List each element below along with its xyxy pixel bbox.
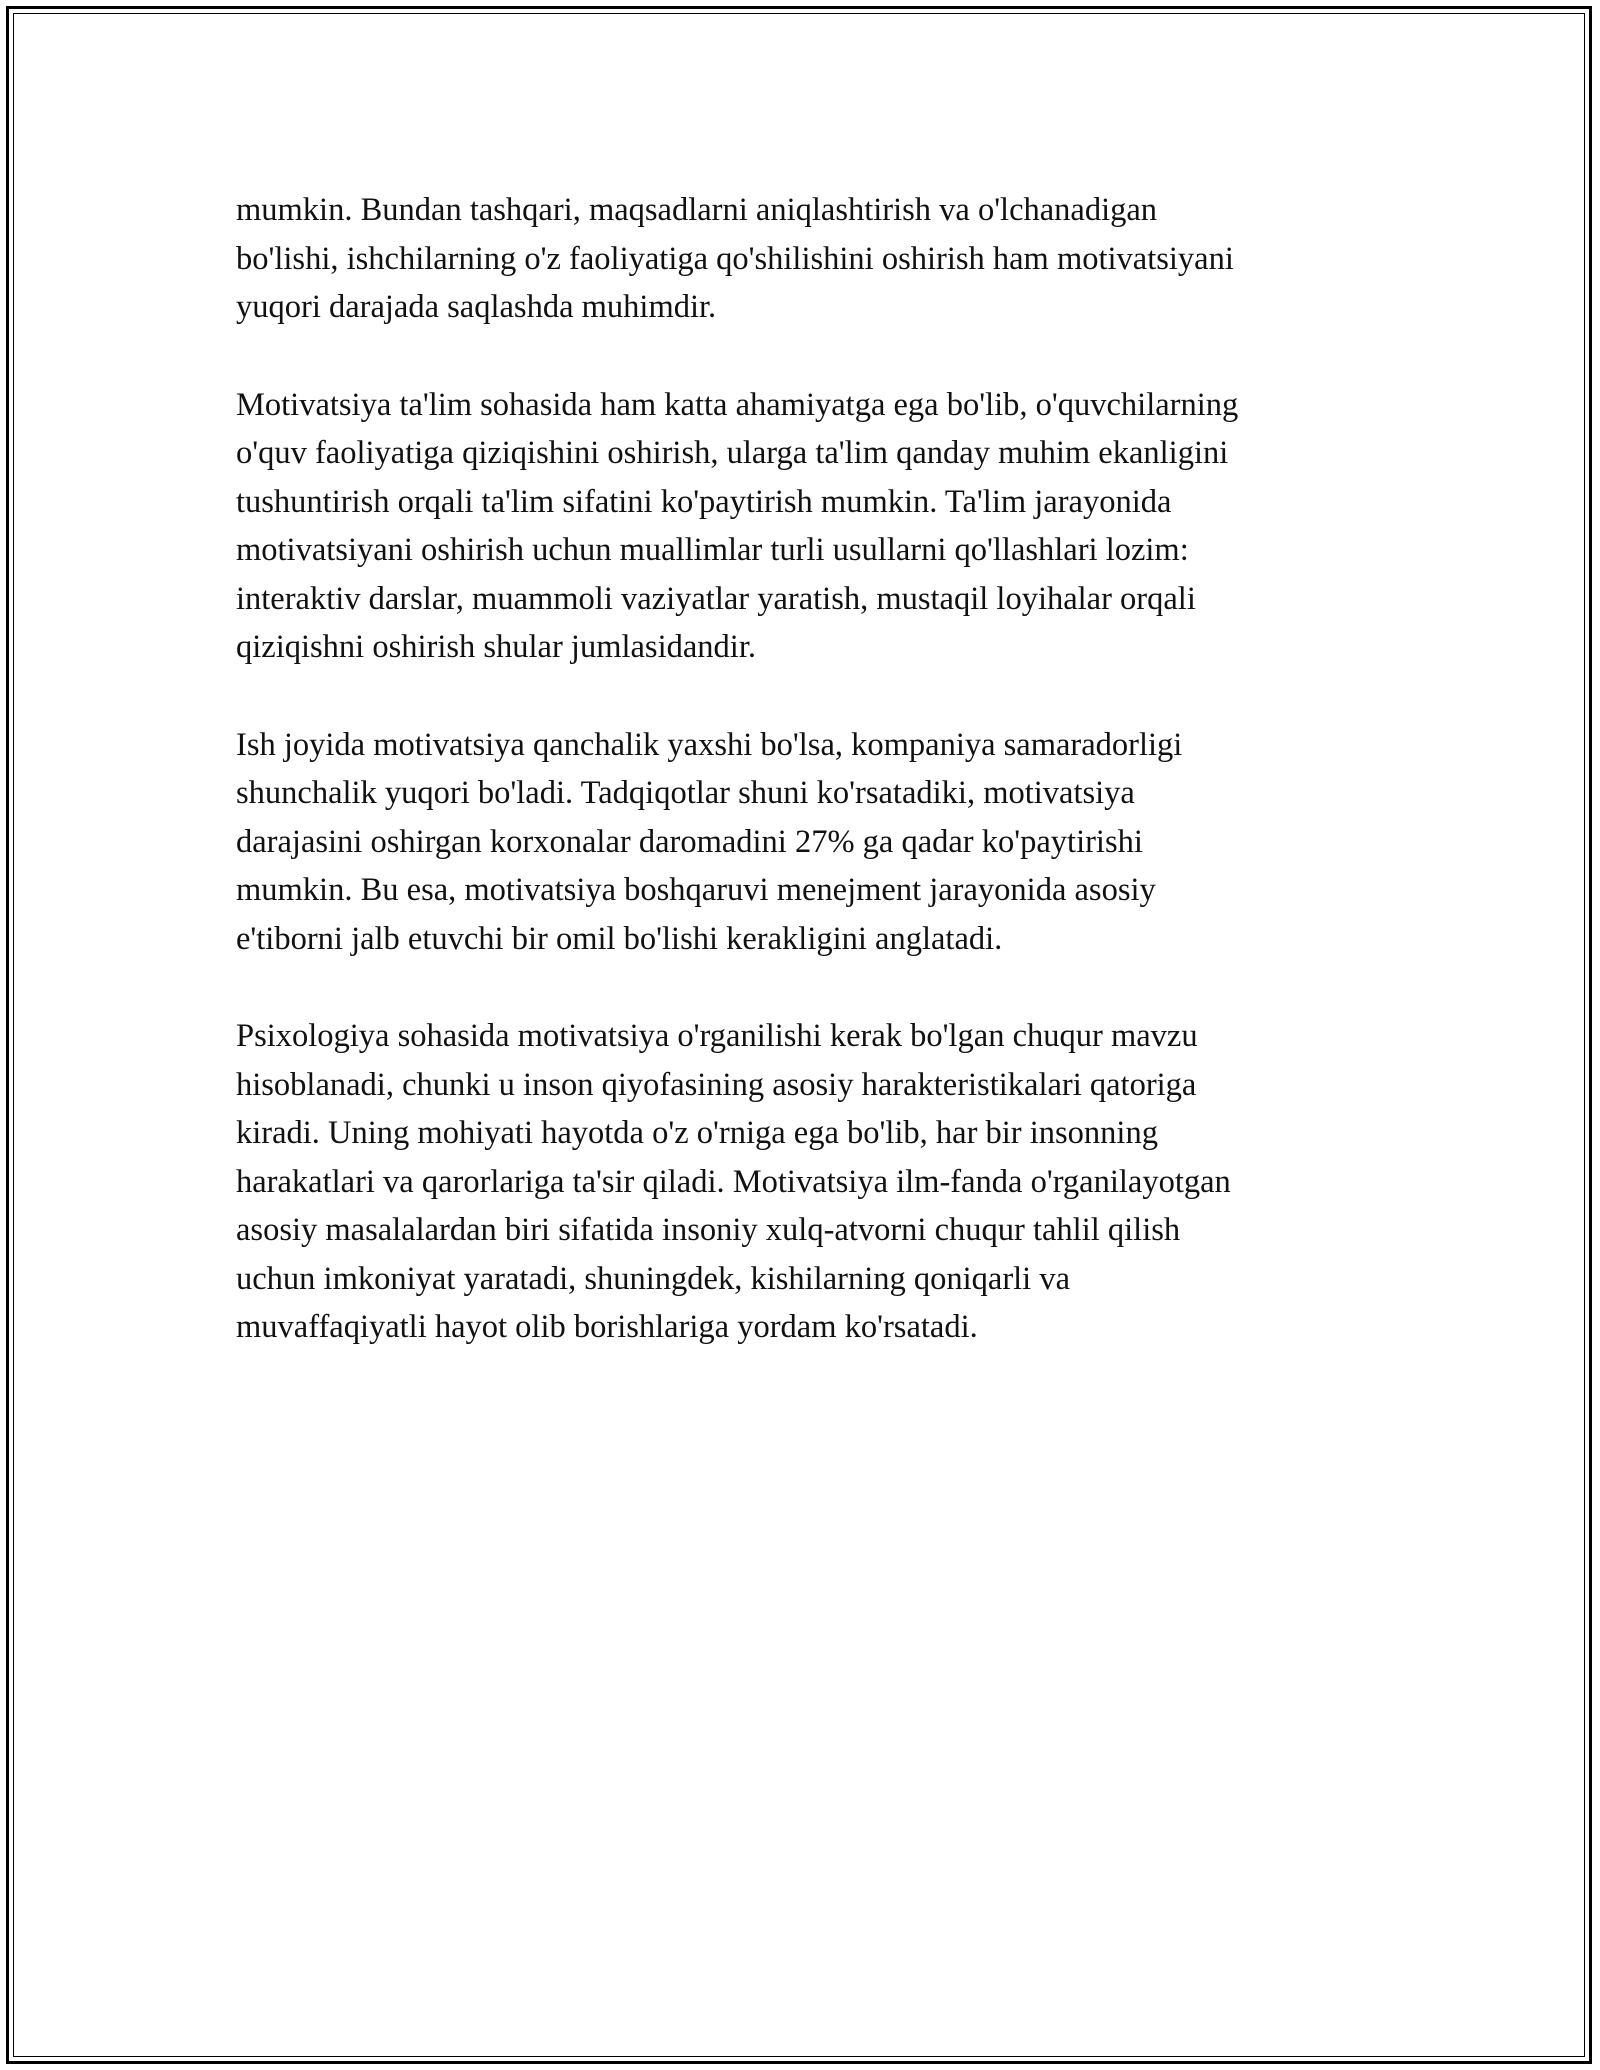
paragraph-3: Ish joyida motivatsiya qanchalik yaxshi bo'lsa, kompaniya samaradorligi shunchalik yuqori bo'ladi. Tadqiqotlar shuni ko'rsatadiki, motivatsiya darajasini oshirgan korxonalar daromadini 27% ga qadar ko'paytirishi mumkin. Bu esa, motivatsiya boshqaruvi menejment jarayonida asosiy e'tiborni jalb etuvchi bir omil bo'lishi kerakligini anglatadi. bbox=[236, 726, 1183, 957]
paragraph-1: mumkin. Bundan tashqari, maqsadlarni aniqlashtirish va o'lchanadigan bo'lishi, ishchilarning o'z faoliyatiga qo'shilishini oshirish ham motivatsiyani yuqori darajada saqlashda muhimdir. bbox=[236, 192, 1234, 325]
paragraph-4: Psixologiya sohasida motivatsiya o'rganilishi kerak bo'lgan chuqur mavzu hisoblanadi, chunki u inson qiyofasining asosiy harakteristikalari qatoriga kiradi. Uning mohiyati hayotda o'z o'rniga ega bo'lib, har bir insonning harakatlari va qarorlariga ta'sir qiladi. Motivatsiya ilm-fanda o'rganilayotgan asosiy masalalardan biri sifatida insoniy xulq-atvorni chuqur tahlil qilish uchun imkoniyat yaratadi, shuningdek, kishilarning qoniqarli va muvaffaqiyatli hayot olib borishlariga yordam ko'rsatadi. bbox=[236, 1018, 1231, 1345]
paragraph-2: Motivatsiya ta'lim sohasida ham katta ahamiyatga ega bo'lib, o'quvchilarning o'quv faoliyatiga qiziqishini oshirish, ularga ta'lim qanday muhim ekanligini tushuntirish orqali ta'lim sifatini ko'paytirish mumkin. Ta'lim jarayonida motivatsiyani oshirish uchun muallimlar turli usullarni qo'llashlari lozim: interaktiv darslar, muammoli vaziyatlar yaratish, mustaqil loyihalar orqali qiziqishni oshirish shular jumlasidandir. bbox=[236, 386, 1239, 665]
document-body bbox=[236, 186, 1406, 1401]
